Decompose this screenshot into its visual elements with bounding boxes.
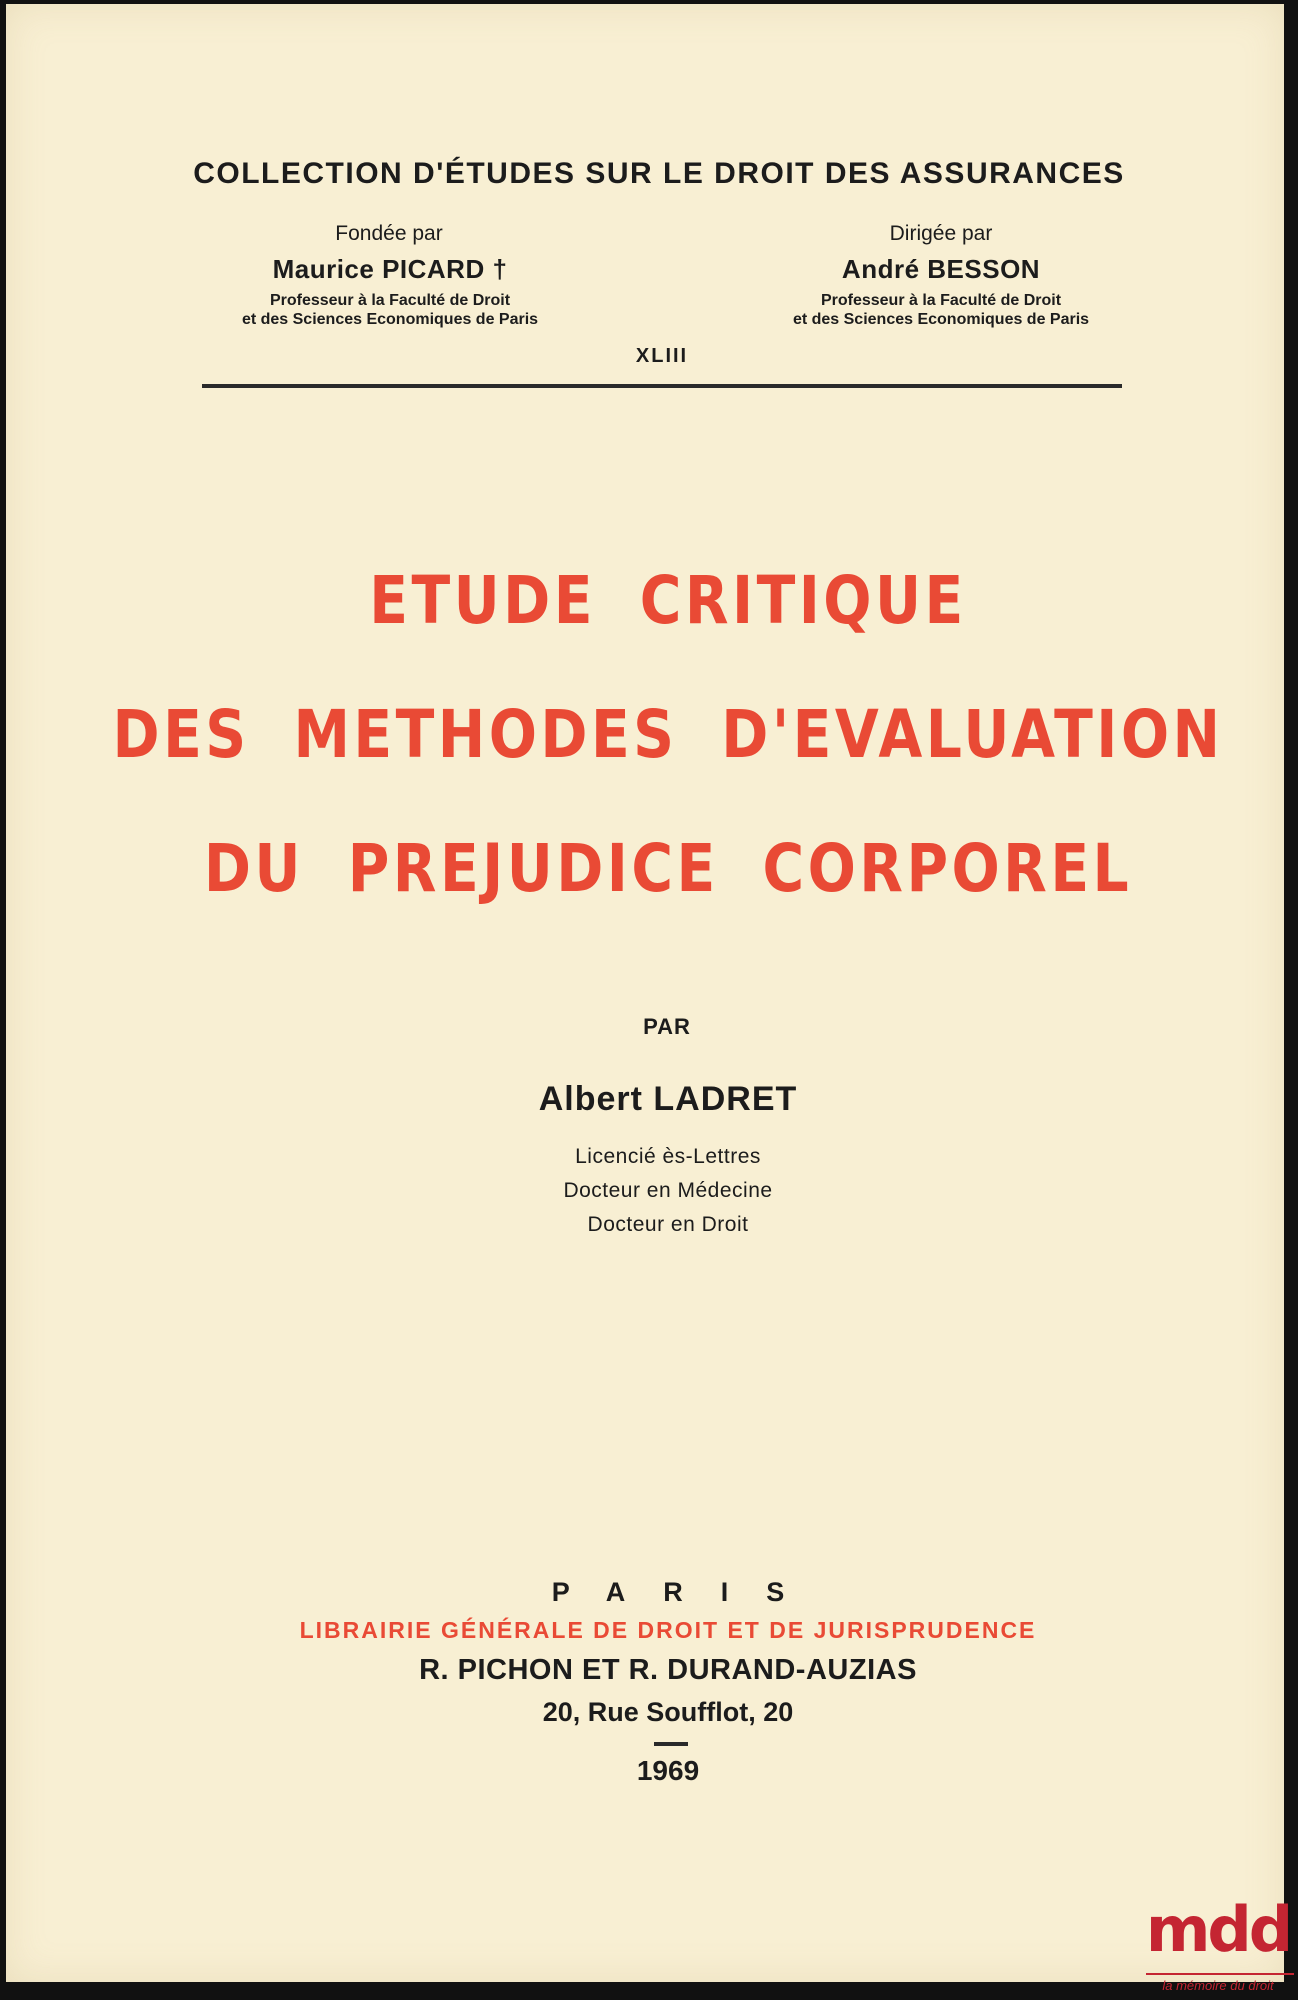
author-name: Albert LADRET: [538, 1080, 798, 1118]
publisher-city: PARIS: [551, 1577, 823, 1607]
mdd-logo-underline: [1146, 1973, 1294, 1975]
director-affiliation-1: Professeur à la Faculté de Droit: [820, 292, 1062, 309]
title-line-2: DES METHODES D'EVALUATION: [112, 696, 1224, 773]
mdd-logo-text: mdd: [1145, 1893, 1291, 1966]
volume-number: XLIII: [635, 345, 689, 367]
book-cover: [6, 4, 1284, 1982]
director-name: André BESSON: [841, 254, 1041, 284]
author-degree-2: Docteur en Médecine: [563, 1179, 773, 1202]
publisher-name: R. PICHON ET R. DURAND-AUZIAS: [419, 1654, 917, 1686]
title-line-3: DU PREJUDICE CORPOREL: [203, 830, 1133, 907]
publisher-name-red: LIBRAIRIE GÉNÉRALE DE DROIT ET DE JURISPRUDENCE: [299, 1617, 1037, 1643]
year-divider: [654, 1742, 688, 1746]
collection-title: COLLECTION D'ÉTUDES SUR LE DROIT DES ASSURANCES: [193, 157, 1125, 190]
founder-affiliation-2: et des Sciences Economiques de Paris: [241, 311, 539, 328]
header-divider: [202, 384, 1122, 388]
publication-year: 1969: [636, 1755, 700, 1786]
founder-label: Fondée par: [335, 222, 443, 245]
founder-affiliation-1: Professeur à la Faculté de Droit: [269, 292, 511, 309]
author-degree-3: Docteur en Droit: [587, 1213, 749, 1236]
title-line-1: ETUDE CRITIQUE: [369, 562, 967, 639]
director-label: Dirigée par: [889, 222, 993, 245]
by-label: PAR: [643, 1014, 691, 1039]
mdd-watermark-logo: [1138, 1895, 1298, 2000]
founder-name: Maurice PICARD †: [272, 254, 508, 284]
director-affiliation-2: et des Sciences Economiques de Paris: [792, 311, 1090, 328]
author-degree-1: Licencié ès-Lettres: [575, 1145, 761, 1168]
publisher-address: 20, Rue Soufflot, 20: [542, 1697, 794, 1727]
mdd-logo-caption: la mémoire du droit: [1162, 1978, 1274, 1993]
